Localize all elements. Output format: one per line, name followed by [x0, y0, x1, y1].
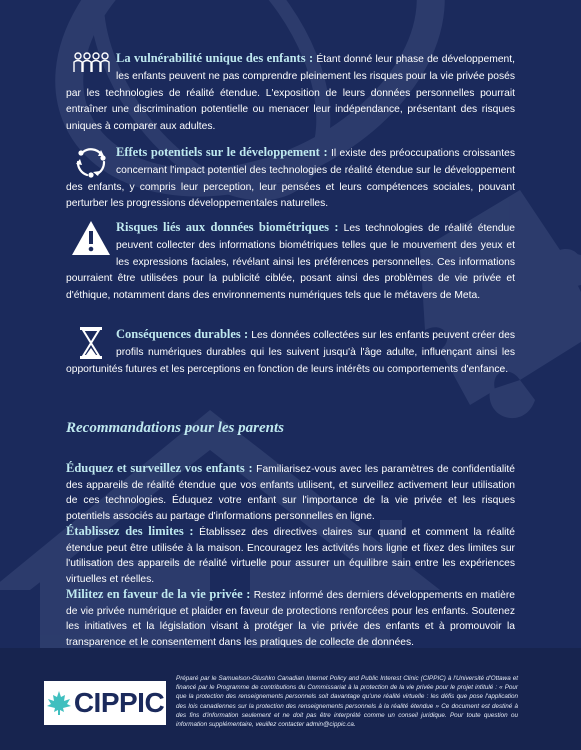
- risk-title: Risques liés aux données biométriques :: [116, 220, 339, 234]
- risk-item-development: [66, 144, 515, 213]
- recommendation-title: Militez en faveur de la vie privée :: [66, 587, 251, 601]
- hourglass-icon: [66, 326, 116, 360]
- risk-title: La vulnérabilité unique des enfants :: [116, 51, 314, 65]
- children-group-icon: [66, 50, 116, 84]
- recommendation-title: Établissez des limites :: [66, 524, 194, 538]
- recommendations-heading: Recommandations pour les parents: [66, 420, 284, 436]
- maple-leaf-icon: [46, 690, 72, 716]
- cycle-arrows-icon: [66, 144, 116, 178]
- recommendation-text: Établissez des directives claires sur quand et comment la réalité étendue peut être utilisée à la maison. Encouragez les activités hors ligne et fixez des limites sur l'utilisation des appareils de réalité virtuelle pour assurer un équilibre sain entre les expériences virtuelles et réelles.: [66, 527, 515, 585]
- recommendation-text: Familiarisez-vous avec les paramètres de confidentialité des appareils de réalité étendue que vos enfants utilisent, et surveillez activement leur utilisation de ces technologies. Éduquez votre enfant sur l'importance de la vie privée et les risques potentiels associés au partage d'informations personnelles en ligne.: [66, 464, 515, 522]
- risk-text: Étant donné leur phase de développement, les enfants peuvent ne pas comprendre pleinement les risques pour la vie privée posés par les technologies de réalité étendue. L'exposition de leurs données personnelles pourrait entraîner une discrimination potentielle ou menacer leur indépendance, présentant des risques uniques à comparer aux adultes.: [66, 54, 515, 133]
- warning-icon: [66, 219, 116, 269]
- recommendation-text: Restez informé des derniers développements en matière de vie privée numérique et plaider en faveur de protections renforcées pour les enfants. Soutenez les initiatives et la législation visant à protéger la vie privée des enfants et à promouvoir la transparence et le consentement dans les pratiques de collecte de données.: [66, 590, 516, 648]
- logo-text: CIPPIC: [73, 687, 165, 718]
- recommendation-item-limits: [66, 524, 515, 587]
- risk-item-vulnerability: [66, 50, 515, 136]
- risk-text: Les données collectées sur les enfants peuvent créer des profils numériques durables qui les suivent jusqu'à l'âge adulte, influençant ainsi les opportunités futures et les perceptions en fonction de leurs intérêts ou comportements d'enfance.: [66, 330, 515, 375]
- recommendation-item-advocate: [66, 587, 515, 650]
- recommendation-title: Éduquez et surveillez vos enfants :: [66, 461, 253, 475]
- risk-item-lasting: [66, 326, 515, 378]
- risk-text: Il existe des préoccupations croissantes concernant l'impact potentiel des technologies de réalité étendue sur le développement des enfants, y compris leur perception, leur pensées et leurs compétences sociales, pouvant perturber les progressions développementales naturelles.: [66, 148, 515, 210]
- risk-title: Effets potentiels sur le développement :: [116, 145, 328, 159]
- footer-note: Préparé par le Samuelson-Glushko Canadian Internet Policy and Public Interest Clinic (CIPPIC) à l'Université d'Ottawa et financé par le Programme de contributions du Commissariat à la protection de la vie privée pour le projet intitulé : « Pour que la protection des renseignements personnels soit davantage qu'une réalité virtuelle : les défis que pose l'application des lois canadiennes sur la protection des renseignements personnels à la réalité étendue » Ce document est destiné à des fins d'information seulement et ne doit pas être interprété comme un conseil juridique. Pour toute question ou information supplémentaire, veuillez contacter admin@cippic.ca.: [176, 675, 518, 729]
- recommendation-item-educate: [66, 461, 515, 524]
- risk-text: Les technologies de réalité étendue peuvent collecter des informations biométriques telles que le mouvement des yeux et les expressions faciales, révélant ainsi les préférences personnelles. Ces informations pourraient être utilisées pour la publicité ciblée, posant ainsi des problèmes de vie privée et d'éthique, notamment dans des environnements numériques tels que le métavers de Meta.: [66, 223, 515, 302]
- risk-title: Conséquences durables :: [116, 327, 249, 341]
- cippic-logo: [44, 681, 166, 725]
- risk-item-biometric: [66, 219, 515, 305]
